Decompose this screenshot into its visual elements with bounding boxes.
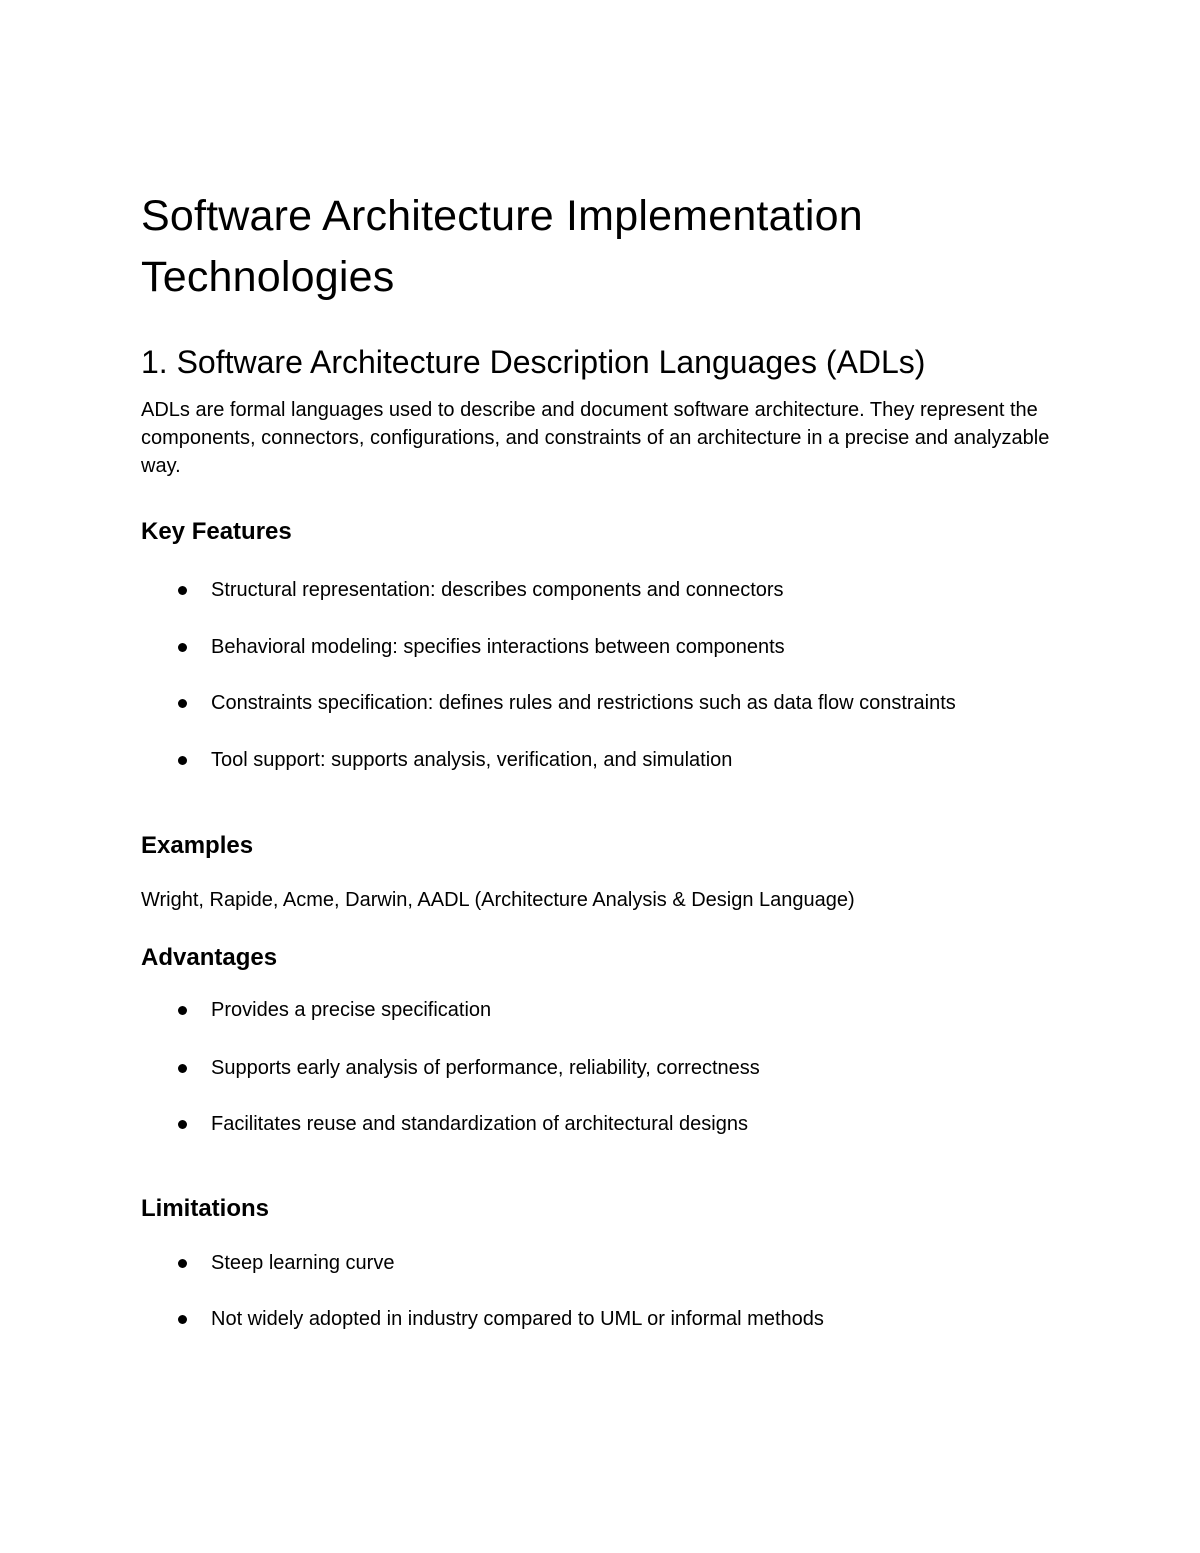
key-features-heading: Key Features [141,518,292,545]
document-title: Software Architecture Implementation Technologies [141,192,863,301]
list-item-text: Tool support: supports analysis, verification, and simulation [211,749,733,771]
examples-heading: Examples [141,832,254,859]
list-item-text: Structural representation: describes components and connectors [211,579,784,601]
list-item-text: Facilitates reuse and standardization of architectural designs [211,1113,748,1135]
bullet-icon [178,1006,187,1015]
bullet-icon [178,699,187,708]
bullet-icon [178,1064,187,1073]
list-item [141,633,1061,661]
section-intro: ADLs are formal languages used to describe and document software architecture. They represent the components, connectors, configurations, and constraints of an architecture in a precise and analyzable way. [141,399,1050,477]
limitations-heading: Limitations [141,1195,270,1222]
bullet-icon [178,1120,187,1129]
limitations-list [141,1249,1061,1333]
list-item-text: Supports early analysis of performance, reliability, correctness [211,1057,760,1079]
list-item [141,1054,1061,1082]
document-content [141,186,1061,1333]
list-item-text: Constraints specification: defines rules and restrictions such as data flow constraints [211,692,956,714]
section-heading: 1. Software Architecture Description Languages (ADLs) [141,344,926,380]
list-item [141,746,1061,774]
list-item-text: Provides a precise specification [211,999,492,1021]
list-item-text: Not widely adopted in industry compared to UML or informal methods [211,1308,824,1330]
key-features-list [141,576,1061,774]
list-item [141,1249,1061,1277]
list-item-text: Behavioral modeling: specifies interactions between components [211,636,785,658]
bullet-icon [178,1259,187,1268]
bullet-icon [178,586,187,595]
advantages-heading: Advantages [141,944,278,971]
list-item [141,996,1061,1024]
list-item-text: Steep learning curve [211,1252,395,1274]
list-item [141,1305,1061,1333]
list-item [141,576,1061,604]
list-item [141,689,1061,717]
advantages-list [141,996,1061,1138]
list-item [141,1110,1061,1138]
bullet-icon [178,1315,187,1324]
bullet-icon [178,643,187,652]
bullet-icon [178,756,187,765]
examples-text: Wright, Rapide, Acme, Darwin, AADL (Architecture Analysis & Design Language) [141,889,855,911]
